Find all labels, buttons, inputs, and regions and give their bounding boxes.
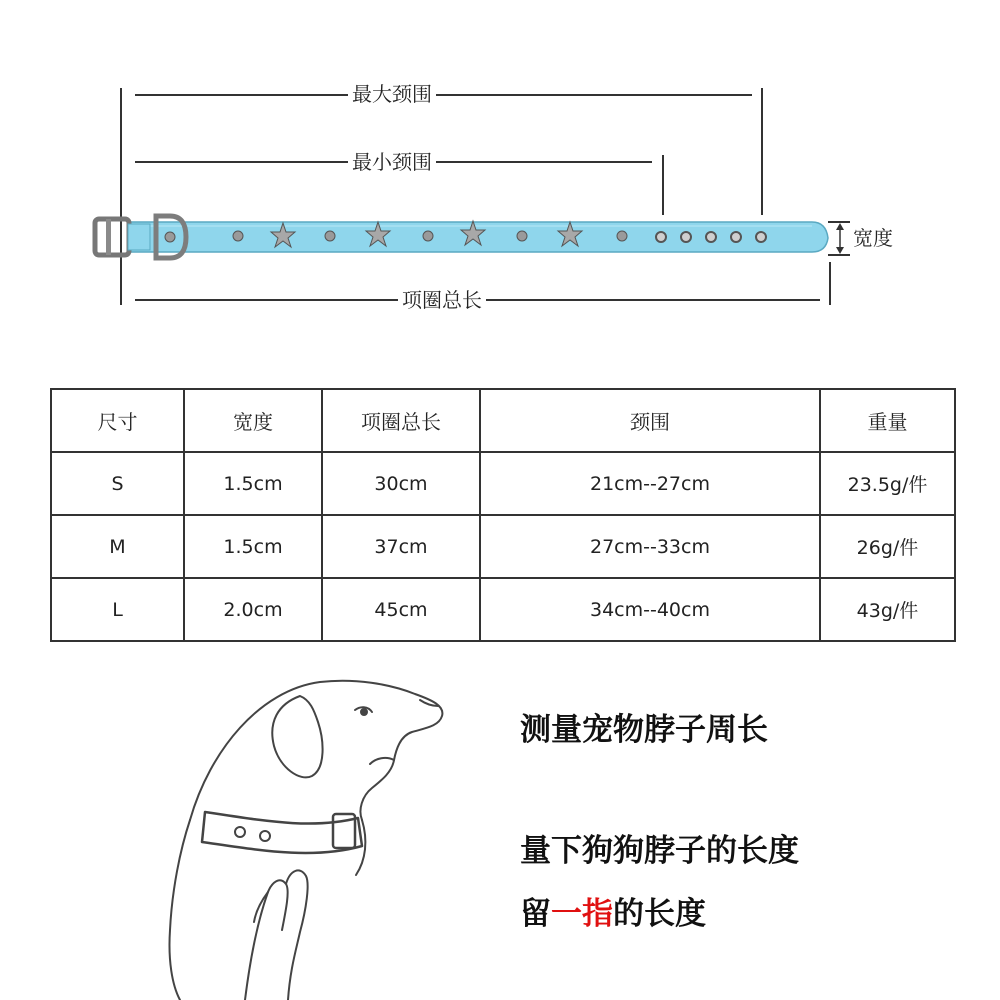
cell-size: S <box>51 452 184 515</box>
instruction-measure-neck: 测量宠物脖子周长 <box>520 712 768 748</box>
cell-weight: 43g/件 <box>820 578 955 641</box>
cell-size: L <box>51 578 184 641</box>
buckle-icon <box>95 219 129 255</box>
header-size: 尺寸 <box>51 389 184 452</box>
table-header-row <box>51 389 955 452</box>
table-row <box>51 452 955 515</box>
collar-illustration <box>95 216 828 258</box>
cell-weight: 26g/件 <box>820 515 955 578</box>
cell-width: 1.5cm <box>184 515 322 578</box>
table-row <box>51 578 955 641</box>
hand-outline <box>245 870 308 1000</box>
total-length-label: 项圈总长 <box>398 288 486 312</box>
cell-total-length: 45cm <box>322 578 480 641</box>
instruction-suffix: 的长度 <box>613 896 706 932</box>
width-arrow-up-icon <box>836 223 844 230</box>
cell-neck: 34cm--40cm <box>480 578 820 641</box>
instruction-accent: 一指 <box>551 896 613 932</box>
cell-total-length: 37cm <box>322 515 480 578</box>
cell-width: 2.0cm <box>184 578 322 641</box>
cell-width: 1.5cm <box>184 452 322 515</box>
cell-size: M <box>51 515 184 578</box>
header-width: 宽度 <box>184 389 322 452</box>
dog-head-outline <box>190 681 442 820</box>
instruction-leave-finger <box>520 888 706 933</box>
header-neck: 颈围 <box>480 389 820 452</box>
dog-ear <box>272 696 322 777</box>
cell-neck: 21cm--27cm <box>480 452 820 515</box>
width-arrow-down-icon <box>836 247 844 254</box>
instruction-prefix: 留 <box>520 896 551 932</box>
size-table <box>50 388 956 642</box>
cell-neck: 27cm--33cm <box>480 515 820 578</box>
cell-weight: 23.5g/件 <box>820 452 955 515</box>
table-row <box>51 515 955 578</box>
dog-collar-illustration <box>150 670 480 1000</box>
collar-dimension-diagram <box>0 0 1000 330</box>
max-neck-label: 最大颈围 <box>348 82 436 106</box>
header-weight: 重量 <box>820 389 955 452</box>
header-total-length: 项圈总长 <box>322 389 480 452</box>
min-neck-label: 最小颈围 <box>348 150 436 174</box>
cell-total-length: 30cm <box>322 452 480 515</box>
instruction-measure-length: 量下狗狗脖子的长度 <box>520 833 799 869</box>
width-label: 宽度 <box>853 226 893 250</box>
